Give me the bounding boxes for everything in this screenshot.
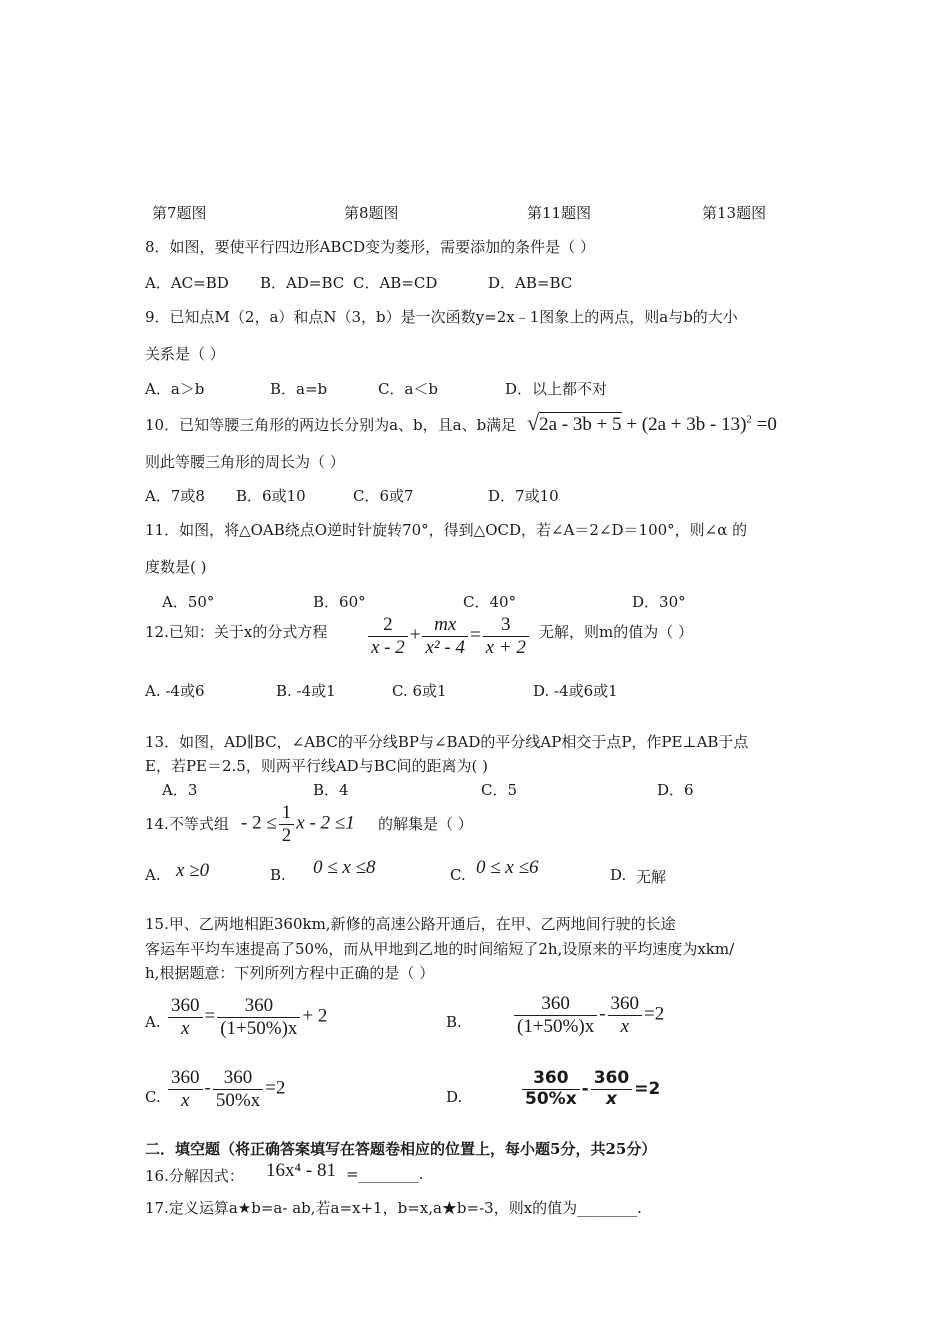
fraction-1-numerator: 360 — [168, 995, 203, 1018]
fraction-1-denominator: x — [181, 1089, 190, 1111]
fraction-1 — [168, 1067, 203, 1112]
fraction-half — [279, 802, 295, 847]
inequality-left: - 2 ≤ — [241, 812, 277, 834]
fraction-2-numerator: 360 — [608, 993, 643, 1016]
fraction-numerator: 1 — [279, 802, 295, 825]
question-16-prefix: 16.分解因式： — [145, 1167, 244, 1185]
question-9-option-d: D．以上都不对 — [505, 380, 608, 398]
fraction-1-denominator: x - 2 — [371, 636, 405, 658]
question-12-option-a: A. -4或6 — [145, 682, 205, 700]
equation-tail: =2 — [634, 1079, 661, 1100]
question-15-option-a-letter: A. — [145, 1013, 161, 1031]
question-9-option-b: B．a=b — [270, 380, 328, 398]
question-10-option-c: C．6或7 — [353, 487, 414, 505]
plus-sign: + — [626, 414, 638, 435]
question-10-option-b: B．6或10 — [236, 487, 306, 505]
equation-rhs: =0 — [756, 414, 777, 435]
question-15-option-d-equation — [520, 1069, 660, 1109]
figure-caption-13: 第13题图 — [702, 204, 767, 222]
fraction-1-numerator: 360 — [168, 1067, 203, 1090]
question-10-option-d: D．7或10 — [488, 487, 559, 505]
question-9-stem-line2: 关系是（ ） — [145, 345, 225, 363]
fraction-2-numerator: mx — [422, 614, 467, 637]
fraction-2-denominator: (1+50%)x — [220, 1017, 298, 1039]
question-11-option-a: A．50° — [162, 593, 215, 611]
question-15-option-c-letter: C. — [145, 1088, 161, 1106]
question-15-option-c-equation — [166, 1067, 285, 1112]
question-15-option-a-equation — [166, 995, 327, 1040]
fraction-1-denominator: x — [181, 1017, 190, 1039]
question-15-stem-line2: 客运车平均车速提高了50%，而从甲地到乙地的时间缩短了2h,设原来的平均速度为xkm/ — [145, 940, 735, 958]
question-14-stem-suffix: 的解集是（ ） — [378, 815, 473, 833]
fraction-2 — [591, 1069, 633, 1109]
fraction-2 — [608, 993, 643, 1038]
question-13-option-b: B．4 — [313, 781, 349, 799]
question-11-option-d: D．30° — [632, 593, 686, 611]
question-12-option-c: C. 6或1 — [392, 682, 447, 700]
question-13-stem-line1: 13．如图，AD∥BC，∠ABC的平分线BP与∠BAD的平分线AP相交于点P，作PE⊥AB于点 — [145, 733, 749, 751]
question-13-option-d: D．6 — [657, 781, 694, 799]
question-12-stem-prefix: 12.已知：关于x的分式方程 — [145, 623, 328, 641]
question-13-option-a: A．3 — [162, 781, 198, 799]
question-9-stem-line1: 9．已知点M（2，a）和点N（3，b）是一次函数y=2x﹣1图象上的两点，则a与b的大小 — [145, 308, 738, 326]
fraction-1 — [368, 614, 408, 659]
fraction-2-numerator: 360 — [591, 1069, 633, 1090]
question-10-condition: $√2a - 3b + 5 + (2a + 3b - 13)^2 =0$ — [527, 410, 777, 435]
question-15-stem-line1: 15.甲、乙两地相距360km,新修的高速公路开通后，在甲、乙两地间行驶的长途 — [145, 915, 676, 933]
equals-sign: = — [204, 1005, 216, 1027]
exponent: 2 — [746, 413, 752, 426]
figure-caption-8: 第8题图 — [344, 204, 399, 222]
figure-caption-11: 第11题图 — [527, 204, 592, 222]
fraction-1-numerator: 2 — [368, 614, 408, 637]
question-10-stem-line2: 则此等腰三角形的周长为（ ） — [145, 453, 345, 471]
fraction-2-numerator: 360 — [213, 1067, 263, 1090]
fraction-1-numerator: 360 — [514, 993, 597, 1016]
question-11-option-b: B．60° — [313, 593, 366, 611]
question-14-option-b-letter: B. — [270, 866, 286, 884]
question-11-option-c: C．40° — [463, 593, 517, 611]
question-17-text: 17.定义运算a★b=a- ab,若a=x+1，b=x,a★b=-3，则x的值为________. — [145, 1199, 642, 1217]
question-10-stem-line1: 10．已知等腰三角形的两边长分别为a、b，且a、b满足 — [145, 416, 517, 434]
plus-sign: + — [409, 624, 421, 646]
fraction-2 — [422, 614, 467, 659]
question-8-option-c: C．AB=CD — [353, 274, 438, 292]
fraction-denominator: 2 — [281, 824, 292, 846]
question-14-option-b-expr: 0 ≤ x ≤8 — [313, 857, 376, 878]
question-14-option-c-expr: 0 ≤ x ≤6 — [476, 857, 539, 878]
equals-sign: = — [469, 624, 481, 646]
fraction-2-denominator: x — [620, 1015, 629, 1037]
equation-tail: =2 — [644, 1003, 665, 1025]
question-14-option-d-expr: 无解 — [636, 868, 667, 886]
question-15-option-b-letter: B. — [446, 1013, 462, 1031]
question-14-option-d-letter: D. — [610, 866, 627, 884]
question-12-option-d: D. -4或6或1 — [533, 682, 618, 700]
fraction-2-numerator: 360 — [217, 995, 300, 1018]
inequality-right: x - 2 ≤1 — [296, 812, 355, 834]
question-13-stem-line2: E，若PE＝2.5，则两平行线AD与BC间的距离为( ) — [145, 757, 488, 775]
fraction-1 — [168, 995, 203, 1040]
question-15-option-b-equation — [512, 993, 664, 1038]
fraction-2-denominator: x² - 4 — [425, 636, 465, 658]
fraction-2 — [213, 1067, 263, 1112]
fraction-1-denominator: 50%x — [525, 1088, 577, 1109]
question-12-equation — [366, 614, 531, 659]
question-14-option-a-expr: x ≥0 — [176, 860, 210, 881]
minus-sign: - — [599, 1003, 606, 1025]
question-11-stem-line1: 11．如图，将△OAB绕点O逆时针旋转70°，得到△OCD，若∠A＝2∠D＝100°，则∠α 的 — [145, 521, 748, 539]
fraction-3-denominator: x + 2 — [485, 636, 526, 658]
figure-caption-7: 第7题图 — [152, 204, 207, 222]
question-9-option-c: C．a＜b — [378, 380, 439, 398]
fraction-1 — [514, 993, 597, 1038]
question-10-option-a: A．7或8 — [145, 487, 205, 505]
question-14-stem-prefix: 14.不等式组 — [145, 815, 229, 833]
section-2-title: 二．填空题（将正确答案填写在答题卷相应的位置上，每小题5分，共25分） — [145, 1140, 657, 1158]
question-16-expression: 16x⁴ - 81 — [266, 1160, 336, 1181]
question-8-option-b: B．AD=BC — [260, 274, 345, 292]
fraction-1-denominator: (1+50%)x — [517, 1015, 595, 1037]
minus-sign: - — [204, 1077, 211, 1099]
equation-tail: + 2 — [302, 1005, 328, 1027]
fraction-3-numerator: 3 — [483, 614, 529, 637]
fraction-1-numerator: 360 — [522, 1069, 580, 1090]
fraction-2-denominator: 50%x — [215, 1089, 261, 1111]
sqrt-expression: 2a - 3b + 5 — [539, 414, 622, 435]
question-11-stem-line2: 度数是( ) — [145, 558, 207, 576]
question-16-answer-blank[interactable]: =________. — [346, 1165, 424, 1183]
fraction-1 — [522, 1069, 580, 1109]
question-14-inequality — [241, 802, 355, 847]
question-8-option-a: A．AC=BD — [145, 274, 229, 292]
question-13-option-c: C．5 — [481, 781, 518, 799]
minus-sign: - — [581, 1079, 589, 1100]
question-15-option-d-letter: D. — [446, 1088, 463, 1106]
question-12-stem-suffix: 无解，则m的值为（ ） — [539, 623, 693, 641]
question-12-option-b: B. -4或1 — [276, 682, 336, 700]
question-15-stem-line3: h,根据题意：下列所列方程中正确的是（ ） — [145, 964, 435, 982]
fraction-3 — [483, 614, 529, 659]
question-9-option-a: A．a＞b — [145, 380, 205, 398]
squared-term: (2a + 3b - 13) — [641, 414, 747, 435]
equation-tail: =2 — [265, 1077, 286, 1099]
fraction-2-denominator: x — [605, 1088, 617, 1109]
question-8-stem: 8．如图，要使平行四边形ABCD变为菱形，需要添加的条件是（ ） — [145, 238, 595, 256]
question-14-option-c-letter: C. — [450, 866, 466, 884]
fraction-2 — [217, 995, 300, 1040]
question-14-option-a-letter: A. — [145, 866, 161, 884]
question-8-option-d: D．AB=BC — [488, 274, 573, 292]
